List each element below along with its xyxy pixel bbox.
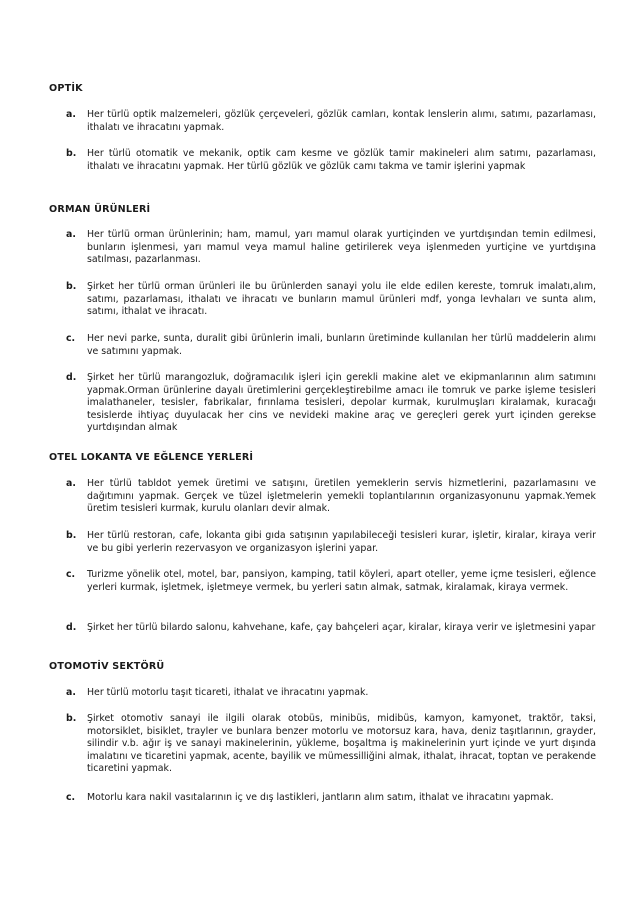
item-text: Her türlü orman ürünlerinin; ham, mamul, yarı mamul olarak yurtiçinden ve yurtdışından temin edilmesi, bunların işlenmesi, yarı mamul veya mamul haline getirilerek veya işlenmeden yurtiçine ve yurtdışına satılması, pazarlanması. xyxy=(87,229,596,266)
item-letter: a. xyxy=(66,687,76,698)
item-letter: a. xyxy=(66,229,76,240)
item-letter: b. xyxy=(66,530,77,541)
section-heading-orman-urunleri: ORMAN ÜRÜNLERİ xyxy=(49,204,151,215)
list-item xyxy=(66,569,596,594)
item-text: Şirket otomotiv sanayi ile ilgili olarak otobüs, minibüs, midibüs, kamyon, kamyonet, traktör, taksi, motorsiklet, bisiklet, trayler ve bunlara benzer motorlu ve motorsuz kara, hava, deniz taşıtlarının, grayder, silindir v.b. ağır iş ve sanayi makinelerinin, yükleme, boşaltma iş makinelerinin yurt içinde ve yurt dışında imalatını ve ticaretini yapmak, acente, bayilik ve mümessilliğini almak, ithalat, ihracat, toptan ve perakende ticaretini yapmak. xyxy=(87,713,596,775)
item-letter: a. xyxy=(66,109,76,120)
list-item xyxy=(66,148,596,173)
item-letter: a. xyxy=(66,478,76,489)
list-item xyxy=(66,229,596,267)
list-item xyxy=(66,530,596,555)
item-text: Şirket her türlü marangozluk, doğramacılık işleri için gerekli makine alet ve ekipmanlarının alım satımını yapmak.Orman ürünlerine dayalı üretimlerini gerçekleştirebilme amacı ile tomruk ve parke işleme tesisleri imalathaneler, tesisler, fabrikalar, fırınlama tesisleri, depolar kurmak, kurulmuşları kiralamak, kuracağı tesislerde ihtiyaç duyulacak her cins ve nevideki makine araç ve gereçleri gerek yurt içinden gerekse yurtdışından almak xyxy=(87,372,596,434)
item-letter: c. xyxy=(66,333,76,344)
item-text: Her türlü restoran, cafe, lokanta gibi gıda satışının yapılabileceği tesisleri kurar, işletir, kiralar, kiraya verir ve bu gibi yerlerin rezervasyon ve organizasyon işlerini yapar. xyxy=(87,530,596,554)
item-text: Her türlü tabldot yemek üretimi ve satışını, üretilen yemeklerin servis hizmetlerini, pazarlamasını ve dağıtımını yapmak. Gerçek ve tüzel işletmelerin yemekli toplantılarının organizasyonunu yapmak.Yemek üretim tesisleri kurmak, kurulu olanları devir almak. xyxy=(87,478,596,515)
list-item xyxy=(66,687,596,700)
item-letter: b. xyxy=(66,148,77,159)
item-text: Her türlü motorlu taşıt ticareti, ithalat ve ihracatını yapmak. xyxy=(87,687,369,698)
section-heading-otomotiv: OTOMOTİV SEKTÖRÜ xyxy=(49,661,165,672)
item-letter: b. xyxy=(66,713,77,724)
list-item xyxy=(66,792,596,805)
list-item xyxy=(66,713,596,776)
item-text: Turizme yönelik otel, motel, bar, pansiyon, kamping, tatil köyleri, apart oteller, yeme içme tesisleri, eğlence yerleri kurmak, işletmek, işletmeye vermek, bu yerleri satın almak, satmak, kiralamak, kiraya vermek. xyxy=(87,569,596,593)
item-text: Her nevi parke, sunta, duralit gibi ürünlerin imali, bunların üretiminde kullanılan her türlü maddelerin alımı ve satımını yapmak. xyxy=(87,333,596,357)
section-heading-otel-lokanta: OTEL LOKANTA VE EĞLENCE YERLERİ xyxy=(49,452,254,463)
list-item xyxy=(66,622,596,635)
item-letter: b. xyxy=(66,281,77,292)
section-heading-optik: OPTİK xyxy=(49,83,83,94)
list-item xyxy=(66,372,596,435)
item-text: Şirket her türlü bilardo salonu, kahvehane, kafe, çay bahçeleri açar, kiralar, kiraya verir ve işletmesini yapar xyxy=(87,622,596,633)
item-text: Her türlü otomatik ve mekanik, optik cam kesme ve gözlük tamir makineleri alım satımı, pazarlaması, ithalatı ve ihracatını yapmak. Her türlü gözlük ve gözlük camı takma ve tamir işlerini yapmak xyxy=(87,148,596,172)
list-item xyxy=(66,478,596,516)
list-item xyxy=(66,333,596,358)
item-letter: c. xyxy=(66,569,76,580)
item-letter: d. xyxy=(66,622,77,633)
item-letter: d. xyxy=(66,372,77,383)
item-text: Motorlu kara nakil vasıtalarının iç ve dış lastikleri, jantların alım satım, ithalat ve ihracatını yapmak. xyxy=(87,792,554,803)
item-text: Şirket her türlü orman ürünleri ile bu ürünlerden sanayi yolu ile elde edilen kereste, tomruk imalatı,alım, satımı, pazarlaması, ithalatı ve ihracatı ve bunların mamul ürünleri mdf, yonga levhaları ve sunta alım, satımı, ithalat ve ihracatı. xyxy=(87,281,596,318)
item-text: Her türlü optik malzemeleri, gözlük çerçeveleri, gözlük camları, kontak lenslerin alımı, satımı, pazarlaması, ithalatı ve ihracatını yapmak. xyxy=(87,109,596,133)
list-item xyxy=(66,109,596,134)
list-item xyxy=(66,281,596,319)
item-letter: c. xyxy=(66,792,76,803)
